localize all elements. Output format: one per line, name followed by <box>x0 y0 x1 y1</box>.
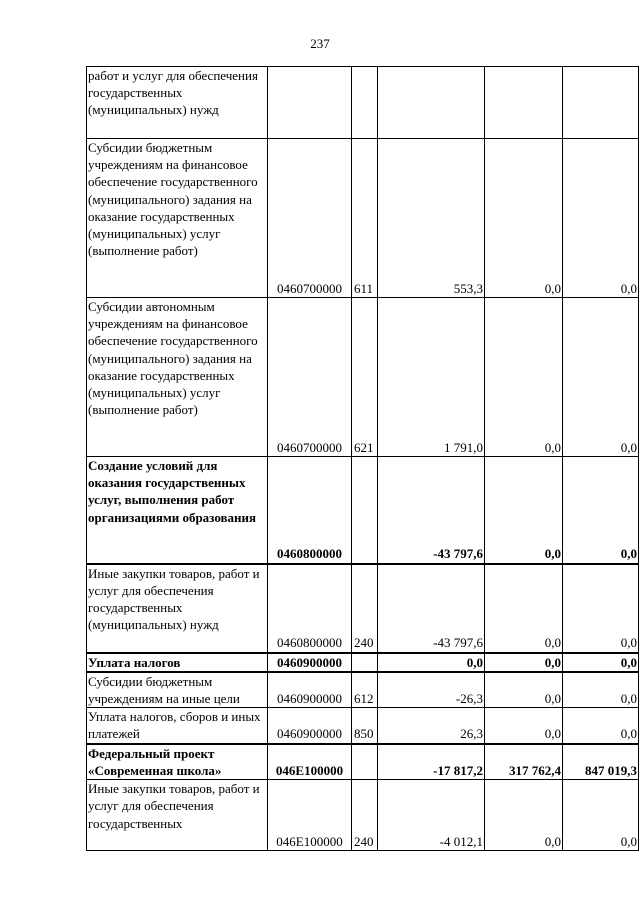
row-value-2: 0,0 <box>485 564 563 653</box>
row-vr: 240 <box>352 780 378 851</box>
row-vr <box>352 653 378 672</box>
row-value-2: 0,0 <box>485 672 563 708</box>
row-name: работ и услуг для обеспечения государственных (муниципальных) нужд <box>87 67 268 139</box>
row-name: Субсидии бюджетным учреждениям на финансовое обеспечение государственного (муниципального) задания на оказание государственных (муниципальных) услуг (выполнение работ) <box>87 139 268 298</box>
row-value-3: 0,0 <box>563 139 639 298</box>
row-value-3: 0,0 <box>563 708 639 744</box>
table-row <box>87 457 639 564</box>
row-value-2: 0,0 <box>485 780 563 851</box>
row-value-1: -4 012,1 <box>378 780 485 851</box>
budget-table <box>86 66 639 851</box>
row-value-2: 317 762,4 <box>485 744 563 780</box>
row-name: Субсидии бюджетным учреждениям на иные цели <box>87 672 268 708</box>
row-value-1: 1 791,0 <box>378 298 485 457</box>
row-code: 0460900000 <box>268 672 352 708</box>
table-row <box>87 780 639 851</box>
page-number: 237 <box>310 36 330 51</box>
row-name: Иные закупки товаров, работ и услуг для обеспечения государственных (муниципальных) нужд <box>87 564 268 653</box>
table-row <box>87 298 639 457</box>
table-row <box>87 672 639 708</box>
row-vr: 612 <box>352 672 378 708</box>
row-value-2: 0,0 <box>485 708 563 744</box>
row-vr <box>352 744 378 780</box>
table-row <box>87 653 639 672</box>
row-vr: 850 <box>352 708 378 744</box>
table-row <box>87 708 639 744</box>
row-code: 0460700000 <box>268 139 352 298</box>
table-row <box>87 139 639 298</box>
row-name: Уплата налогов <box>87 653 268 672</box>
table-row <box>87 564 639 653</box>
row-name: Субсидии автономным учреждениям на финансовое обеспечение государственного (муниципального) задания на оказание государственных (муниципальных) услуг (выполнение работ) <box>87 298 268 457</box>
row-value-1: 553,3 <box>378 139 485 298</box>
row-code: 046E100000 <box>268 780 352 851</box>
row-value-3: 847 019,3 <box>563 744 639 780</box>
row-vr: 611 <box>352 139 378 298</box>
row-value-1: -26,3 <box>378 672 485 708</box>
row-value-1 <box>378 67 485 139</box>
row-name: Федеральный проект «Современная школа» <box>87 744 268 780</box>
row-value-3 <box>563 67 639 139</box>
row-code <box>268 67 352 139</box>
row-value-2: 0,0 <box>485 653 563 672</box>
row-name: Уплата налогов, сборов и иных платежей <box>87 708 268 744</box>
row-code: 0460800000 <box>268 457 352 564</box>
row-value-1: -17 817,2 <box>378 744 485 780</box>
row-value-3: 0,0 <box>563 457 639 564</box>
row-code: 0460900000 <box>268 708 352 744</box>
row-value-3: 0,0 <box>563 780 639 851</box>
row-value-1: -43 797,6 <box>378 564 485 653</box>
row-code: 0460900000 <box>268 653 352 672</box>
row-code: 0460800000 <box>268 564 352 653</box>
table-row <box>87 67 639 139</box>
row-name: Иные закупки товаров, работ и услуг для обеспечения государственных <box>87 780 268 851</box>
row-value-3: 0,0 <box>563 298 639 457</box>
row-name: Создание условий для оказания государственных услуг, выполнения работ организациями образования <box>87 457 268 564</box>
row-code: 0460700000 <box>268 298 352 457</box>
row-value-1: 26,3 <box>378 708 485 744</box>
row-value-3: 0,0 <box>563 564 639 653</box>
row-value-2: 0,0 <box>485 139 563 298</box>
row-value-2 <box>485 67 563 139</box>
row-vr: 621 <box>352 298 378 457</box>
row-code: 046E100000 <box>268 744 352 780</box>
row-value-1: -43 797,6 <box>378 457 485 564</box>
row-vr: 240 <box>352 564 378 653</box>
row-value-2: 0,0 <box>485 457 563 564</box>
table-row <box>87 744 639 780</box>
row-vr <box>352 457 378 564</box>
row-value-2: 0,0 <box>485 298 563 457</box>
row-value-1: 0,0 <box>378 653 485 672</box>
row-vr <box>352 67 378 139</box>
row-value-3: 0,0 <box>563 653 639 672</box>
row-value-3: 0,0 <box>563 672 639 708</box>
